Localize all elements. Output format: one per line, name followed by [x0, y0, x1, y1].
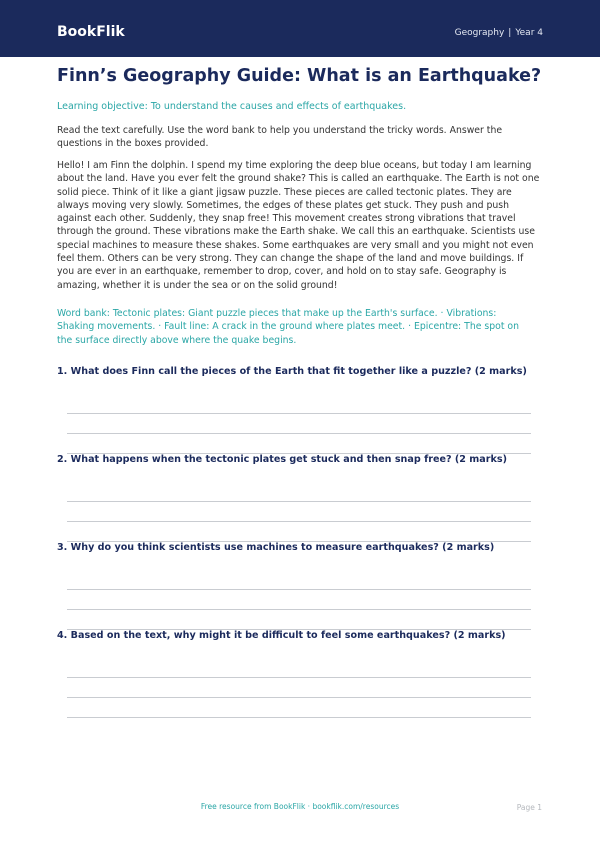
question-2: 2. What happens when the tectonic plates get stuck and then snap free? (2 marks)	[57, 454, 507, 465]
answer-line[interactable]	[67, 589, 531, 590]
brand-logo[interactable]: BookFlik	[57, 24, 125, 40]
answer-line[interactable]	[67, 677, 531, 678]
answer-line[interactable]	[67, 433, 531, 434]
page-header	[0, 0, 600, 57]
year-label: Year 4	[515, 28, 543, 38]
answer-line[interactable]	[67, 501, 531, 502]
page-number: Page 1	[516, 803, 542, 812]
worksheet-title: Finn’s Geography Guide: What is an Earthquake?	[57, 66, 542, 86]
subject-label: Geography	[454, 28, 505, 38]
footer-resource-link[interactable]: Free resource from BookFlik · bookflik.com/resources	[200, 802, 400, 811]
question-3: 3. Why do you think scientists use machines to measure earthquakes? (2 marks)	[57, 542, 495, 553]
instructions-text: Read the text carefully. Use the word bank to help you understand the tricky words. Answer the questions in the boxes provided.	[57, 125, 503, 150]
reading-passage: Hello! I am Finn the dolphin. I spend my time exploring the deep blue oceans, but today I am learning about the land. Have you ever felt the ground shake? This is called an earthquake. The Earth is not one solid piece. Think of it like a giant jigsaw puzzle. These pieces are called tectonic plates. They are always moving very slowly. Sometimes, the edges of these plates get stuck. They push and push against each other. Suddenly, they snap free! This movement creates strong vibrations that travel through the ground. These vibrations make the Earth shake. We call this an earthquake. Scientists use special machines to measure these shakes. Some earthquakes are very small and you might not even feel them. Others can be very strong. They can change the shape of the land and move buildings. If you are ever in an earthquake, remember to drop, cover, and hold on to stay safe. Geography is amazing, whether it is under the sea or on the solid ground!	[57, 160, 540, 291]
answer-line[interactable]	[67, 413, 531, 414]
header-meta	[455, 27, 543, 39]
question-1: 1. What does Finn call the pieces of the Earth that fit together like a puzzle? (2 marks)	[57, 366, 527, 377]
learning-objective: Learning objective: To understand the causes and effects of earthquakes.	[57, 101, 407, 112]
meta-separator: |	[508, 28, 512, 38]
answer-line[interactable]	[67, 717, 531, 718]
answer-line[interactable]	[67, 521, 531, 522]
question-4: 4. Based on the text, why might it be difficult to feel some earthquakes? (2 marks)	[57, 630, 506, 641]
answer-line[interactable]	[67, 609, 531, 610]
word-bank: Word bank: Tectonic plates: Giant puzzle pieces that make up the Earth's surface. · Vibrations: Shaking movements. · Fault line: A crack in the ground where plates meet. · Epicentre: The spot on the surface directly above where the quake begins.	[57, 308, 519, 346]
answer-line[interactable]	[67, 697, 531, 698]
